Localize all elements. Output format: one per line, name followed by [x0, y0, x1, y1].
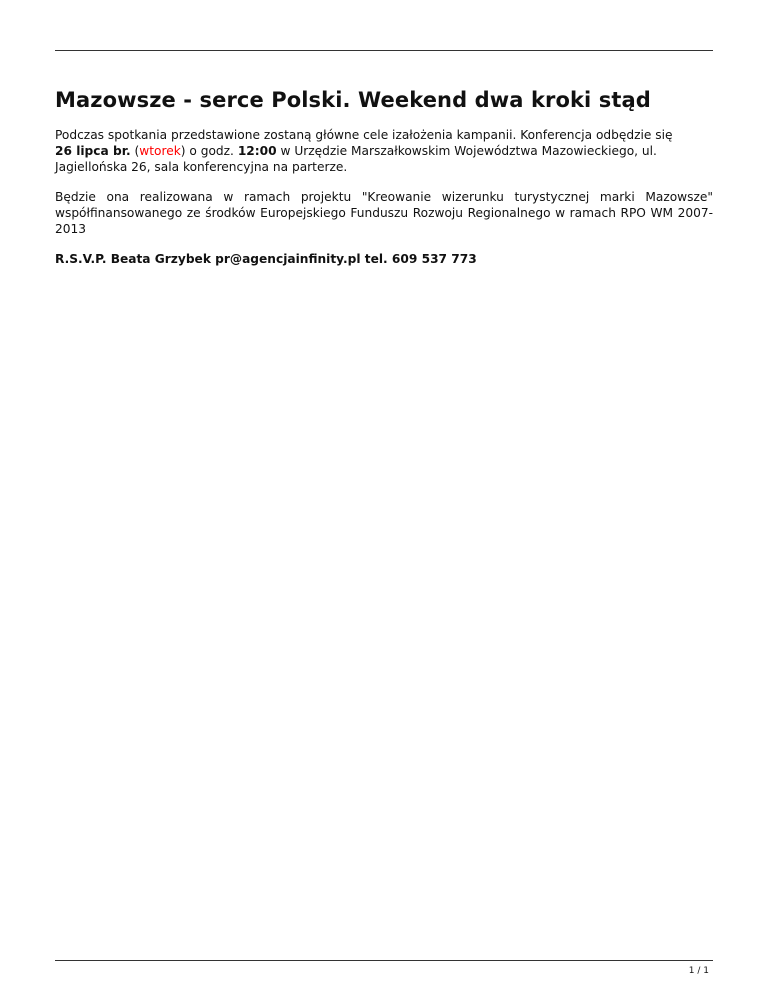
header-rule [55, 50, 713, 51]
document-title: Mazowsze - serce Polski. Weekend dwa kroki stąd [55, 88, 651, 112]
paragraph-1-line1: Podczas spotkania przedstawione zostaną główne cele izałożenia kampanii. Konferencja odbędzie się [55, 128, 673, 142]
paren-close: ) o godz. [180, 144, 238, 158]
footer-rule [55, 960, 713, 961]
event-time: 12:00 [237, 144, 277, 158]
event-date: 26 lipca br. [55, 144, 131, 158]
rsvp-line [55, 251, 713, 267]
page-number: 1 / 1 [688, 966, 709, 976]
paren-open: ( [130, 144, 140, 158]
event-location: w Urzędzie Marszałkowskim Województwa Mazowieckiego, ul. Jagiellońska 26, sala konferencyjna na parterze. [55, 144, 657, 174]
event-weekday: wtorek [139, 144, 181, 158]
document-body [55, 88, 713, 281]
paragraph-1 [55, 127, 713, 175]
paragraph-2: Będzie ona realizowana w ramach projektu "Kreowanie wizerunku turystycznej marki Mazowsze" współfinansowanego ze środków Europejskiego Funduszu Rozwoju Regionalnego w ramach RPO WM 2007-2013 [55, 190, 713, 236]
rsvp-text: R.S.V.P. Beata Grzybek pr@agencjainfinity.pl tel. 609 537 773 [55, 252, 477, 266]
